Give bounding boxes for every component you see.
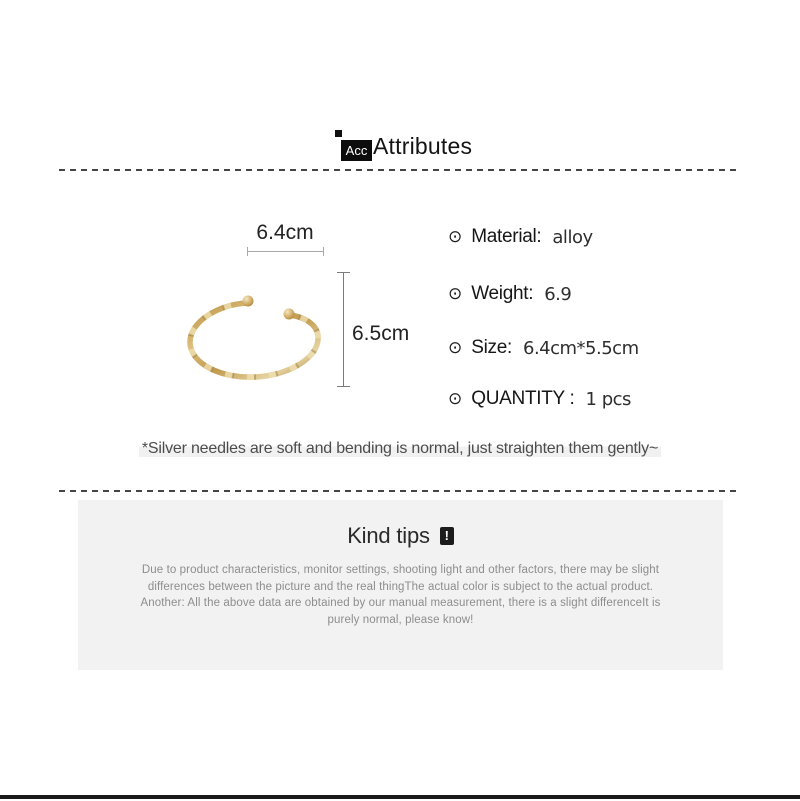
attribute-row-weight — [448, 281, 571, 307]
bullet-icon: ⊙ — [448, 283, 463, 304]
dashed-divider-bottom — [59, 490, 738, 492]
note-text: *Silver needles are soft and bending is normal, just straighten them gently~ — [139, 440, 661, 457]
attribute-label: Weight: — [471, 283, 534, 304]
exclamation-icon: ! — [440, 527, 454, 545]
attribute-row-material — [448, 224, 593, 250]
kind-tips-line: purely normal, please know! — [327, 613, 474, 626]
kind-tips-header — [78, 523, 723, 549]
attribute-value: 1 pcs — [585, 388, 631, 410]
height-measurement-label: 6.5cm — [352, 322, 410, 345]
attribute-row-size — [448, 335, 639, 361]
bullet-icon: ⊙ — [448, 337, 463, 358]
bullet-icon: ⊙ — [448, 226, 463, 247]
attribute-row-quantity — [448, 386, 631, 412]
kind-tips-line: Another: All the above data are obtained by our manual measurement, there is a slight differenceIt is — [140, 597, 661, 609]
black-square-dot — [335, 130, 342, 137]
attribute-value: 6.9 — [544, 283, 572, 305]
width-measurement-line — [247, 251, 324, 252]
dashed-divider-top — [59, 169, 738, 171]
silver-needles-note — [0, 440, 800, 458]
attribute-value: 6.4cm*5.5cm — [523, 337, 639, 359]
height-measurement-line — [343, 272, 344, 387]
attribute-label: Size: — [471, 337, 512, 358]
kind-tips-title: Kind tips — [347, 523, 430, 548]
acc-tag-badge: Acc — [341, 140, 372, 161]
bullet-icon: ⊙ — [448, 388, 463, 409]
attribute-label: QUANTITY : — [471, 388, 575, 409]
kind-tips-body — [78, 562, 723, 628]
kind-tips-box — [78, 500, 723, 670]
width-measurement-label: 6.4cm — [256, 221, 314, 244]
kind-tips-line: Due to product characteristics, monitor settings, shooting light and other factors, there may be slight — [141, 564, 660, 576]
bottom-section-divider — [0, 795, 800, 799]
gold-bangle-product-image — [182, 284, 332, 384]
page-title: Attributes — [373, 133, 473, 159]
kind-tips-line: differences between the picture and the real thingThe actual color is subject to the actual product. — [147, 580, 654, 593]
attribute-label: Material: — [471, 226, 542, 247]
attribute-value: alloy — [552, 226, 593, 248]
